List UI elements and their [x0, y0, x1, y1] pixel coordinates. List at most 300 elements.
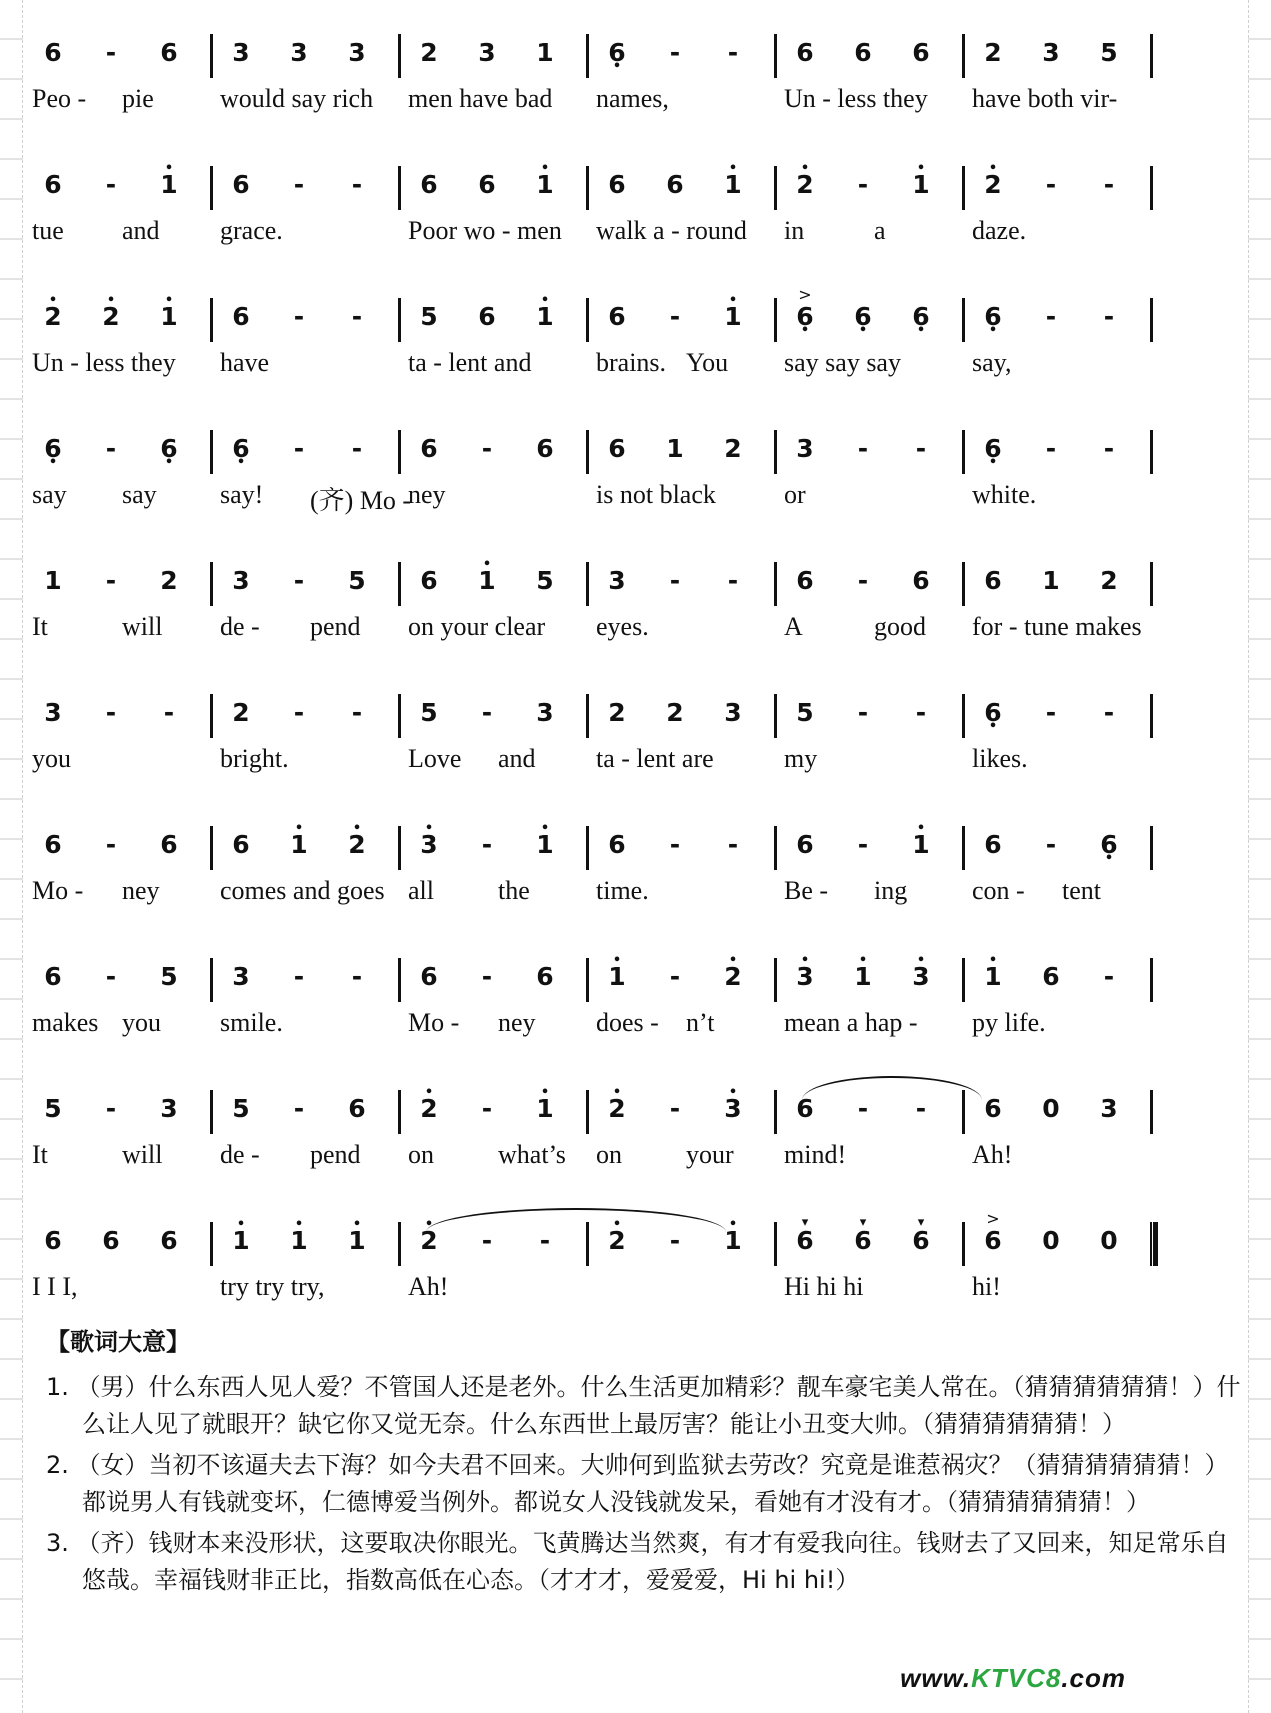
lyric-text: my [784, 744, 818, 773]
dash-note: - [915, 698, 927, 727]
lyric-text: mind! [784, 1140, 847, 1169]
barline [962, 694, 965, 738]
barline [210, 694, 213, 738]
note-digit: 2 [160, 566, 178, 595]
note-digit: 6 [44, 38, 62, 67]
barline [398, 1090, 401, 1134]
lyric-text: all [408, 876, 434, 905]
barline [398, 1222, 401, 1266]
barline [774, 826, 777, 870]
note-digit: 5 [796, 698, 814, 727]
dash-note: - [669, 962, 681, 991]
note-digit: 6 [608, 170, 626, 199]
note-digit: 0 [1100, 1226, 1118, 1255]
dash-note: - [293, 566, 305, 595]
note-digit: • 2 [94, 302, 128, 332]
note-digit: 6 [666, 170, 684, 199]
barline [774, 1222, 777, 1266]
barline [210, 166, 213, 210]
note-digit: 6 [420, 962, 438, 991]
summary-item: 3. （齐）钱财本来没形状，这要取决你眼光。飞黄腾达当然爽，有才有爱我向往。钱财去了又回来，知足常乐自悠哉。幸福钱财非正比，指数高低在心态。（才才才，爱爱爱，Hi hi hi!） [46, 1529, 1229, 1594]
dash-note: - [481, 434, 493, 463]
lyric-text: say, [972, 348, 1012, 377]
barline [774, 1090, 777, 1134]
lyric-text: walk a - round [596, 216, 747, 245]
note-digit: 5 [1100, 38, 1118, 67]
dash-note: - [1045, 434, 1057, 463]
lyric-text: smile. [220, 1008, 283, 1037]
dash-note: - [669, 830, 681, 859]
note-digit: • 2 [976, 170, 1010, 200]
lyric-text: brains. [596, 348, 667, 377]
barline [1150, 694, 1153, 738]
lyric-text: Be - [784, 876, 829, 905]
dash-note: - [105, 434, 117, 463]
summary-heading: 【歌词大意】 [46, 1328, 190, 1356]
note-digit: • 1 [904, 830, 938, 860]
barline [210, 1222, 213, 1266]
note-digit: 5 [420, 698, 438, 727]
barline [962, 562, 965, 606]
score-system [30, 30, 1245, 162]
note-digit: 6 • [976, 302, 1010, 332]
note-digit: 6 [608, 830, 626, 859]
barline [586, 298, 589, 342]
barline [586, 694, 589, 738]
barline [586, 958, 589, 1002]
lyric-text: comes and goes [220, 876, 385, 905]
note-digit: 3 [478, 38, 496, 67]
note-digit: 6 [348, 1094, 366, 1123]
note-digit: > 6 [976, 1226, 1010, 1256]
lyric-text: ney [498, 1008, 536, 1037]
lyric-text: good [874, 612, 926, 641]
note-digit: 6 [608, 434, 626, 463]
dash-note: - [539, 1226, 551, 1255]
dash-note: - [481, 698, 493, 727]
lyric-text: men have bad [408, 84, 553, 113]
lyric-text: likes. [972, 744, 1028, 773]
note-digit: 1 [1042, 566, 1060, 595]
lyric-text: A [784, 612, 803, 641]
note-digit: 6 [232, 302, 250, 331]
note-digit: 3 [348, 38, 366, 67]
dash-note: - [105, 1094, 117, 1123]
dash-note: - [481, 962, 493, 991]
lyric-text: It [32, 1140, 48, 1169]
dash-note: - [105, 38, 117, 67]
barline [774, 694, 777, 738]
barline [398, 826, 401, 870]
lyric-text: Un - less they [32, 348, 176, 377]
barline [774, 166, 777, 210]
barline [586, 430, 589, 474]
note-digit: 6 • [152, 434, 186, 464]
note-digit: 0 [1042, 1094, 1060, 1123]
note-digit: • 2 [340, 830, 374, 860]
lyric-text: on your clear [408, 612, 546, 641]
dash-note: - [857, 434, 869, 463]
note-digit: 3 [160, 1094, 178, 1123]
jianpu-score [30, 30, 1245, 1350]
lyric-text: tue [32, 216, 64, 245]
note-digit: 6 • [224, 434, 258, 464]
dash-note: - [293, 962, 305, 991]
dash-note: - [105, 830, 117, 859]
dash-note: - [293, 1094, 305, 1123]
note-digit: 3 [724, 698, 742, 727]
dash-note: - [351, 434, 363, 463]
lyric-text: will [122, 612, 163, 641]
barline [210, 298, 213, 342]
note-digit: 6 [796, 830, 814, 859]
note-digit: 1 [44, 566, 62, 595]
dash-note: - [669, 302, 681, 331]
lyric-text: mean a hap - [784, 1008, 918, 1037]
note-digit: 5 [232, 1094, 250, 1123]
dash-note: - [105, 566, 117, 595]
lyric-text: ney [122, 876, 160, 905]
summary-list [46, 1369, 1246, 1599]
note-digit: • 1 [716, 1226, 750, 1256]
note-digit: 6 [44, 830, 62, 859]
barline [398, 298, 401, 342]
barline [962, 34, 965, 78]
lyric-text: makes [32, 1008, 99, 1037]
note-digit: 6 • [846, 302, 880, 332]
lyric-text: Ah! [972, 1140, 1013, 1169]
dash-note: - [1045, 830, 1057, 859]
dash-note: - [1103, 698, 1115, 727]
note-digit: 1 [666, 434, 684, 463]
note-digit: • 1 [224, 1226, 258, 1256]
dash-note: - [1045, 302, 1057, 331]
note-digit: 6 [44, 962, 62, 991]
lyric-text: say [122, 480, 157, 509]
note-digit: 6 [536, 962, 554, 991]
barline [1150, 166, 1153, 210]
barline [210, 34, 213, 78]
barline [586, 562, 589, 606]
note-digit: 0 [1042, 1226, 1060, 1255]
note-digit: ▾ 6 [846, 1226, 880, 1256]
note-digit: • 1 [904, 170, 938, 200]
barline [1150, 562, 1153, 606]
dash-note: - [915, 434, 927, 463]
dash-note: - [1103, 170, 1115, 199]
barline [1150, 298, 1153, 342]
dash-note: - [105, 962, 117, 991]
note-digit: • 3 [716, 1094, 750, 1124]
lyric-text: time. [596, 876, 649, 905]
note-digit: 6 [912, 566, 930, 595]
lyric-text: say! [220, 480, 264, 509]
lyric-text: ta - lent and [408, 348, 532, 377]
dash-note: - [351, 302, 363, 331]
left-margin-strip [0, 0, 23, 1713]
lyric-text: pend [310, 612, 361, 641]
note-digit: 6 • [600, 38, 634, 68]
barline [1150, 826, 1153, 870]
note-digit: • 2 [788, 170, 822, 200]
lyric-text: would say rich [220, 84, 374, 113]
dash-note: - [351, 170, 363, 199]
note-digit: 6 • [36, 434, 70, 464]
barline [962, 298, 965, 342]
dash-note: - [293, 170, 305, 199]
dash-note: - [857, 1094, 869, 1123]
lyric-text: Ah! [408, 1272, 449, 1301]
lyric-text: Love [408, 744, 462, 773]
note-digit: • 3 [412, 830, 446, 860]
dash-note: - [727, 830, 739, 859]
dash-note: - [669, 566, 681, 595]
watermark-prefix: www. [900, 1663, 972, 1693]
lyric-text: daze. [972, 216, 1027, 245]
dash-note: - [669, 1094, 681, 1123]
dash-note: - [351, 698, 363, 727]
barline [1150, 1090, 1153, 1134]
watermark-brand: KTVC8 [971, 1663, 1062, 1693]
barline [1150, 1222, 1158, 1266]
lyric-text: have [220, 348, 270, 377]
note-digit: • 1 [340, 1226, 374, 1256]
lyric-text: try try try, [220, 1272, 325, 1301]
note-digit: • 1 [282, 830, 316, 860]
note-digit: 6 • [1092, 830, 1126, 860]
note-digit: 3 [232, 38, 250, 67]
barline [962, 1222, 965, 1266]
note-digit: 6 [536, 434, 554, 463]
dash-note: - [669, 38, 681, 67]
lyric-text: bright. [220, 744, 289, 773]
note-digit: • 2 [36, 302, 70, 332]
note-digit: • 2 [716, 962, 750, 992]
barline [210, 430, 213, 474]
note-digit: ▾ 6 [788, 1226, 822, 1256]
lyric-text: con - [972, 876, 1025, 905]
lyric-text: Hi hi hi [784, 1272, 864, 1301]
lyric-text: pend [310, 1140, 361, 1169]
lyric-text: You [686, 348, 729, 377]
score-system [30, 294, 1245, 426]
lyric-text: or [784, 480, 806, 509]
note-digit: 6 [984, 830, 1002, 859]
barline [398, 430, 401, 474]
note-digit: 3 [536, 698, 554, 727]
barline [962, 958, 965, 1002]
note-digit: 6 [160, 38, 178, 67]
barline [774, 430, 777, 474]
note-digit: 6 [232, 170, 250, 199]
dash-note: - [857, 830, 869, 859]
score-system [30, 822, 1245, 954]
note-digit: • 1 [976, 962, 1010, 992]
lyric-text: py life. [972, 1008, 1046, 1037]
barline [398, 694, 401, 738]
note-digit: 6 [608, 302, 626, 331]
watermark-suffix: .com [1061, 1663, 1126, 1693]
note-digit: 6 [796, 38, 814, 67]
barline [962, 166, 965, 210]
barline [1150, 958, 1153, 1002]
barline [1150, 430, 1153, 474]
note-digit: • 2 [412, 1094, 446, 1124]
lyric-text: ing [874, 876, 908, 905]
note-digit: 2 [724, 434, 742, 463]
dash-note: - [857, 170, 869, 199]
lyric-text: is not black [596, 480, 716, 509]
dash-note: - [1045, 170, 1057, 199]
note-digit: 2 [1100, 566, 1118, 595]
note-digit: • 1 [716, 302, 750, 332]
note-digit: > 6 • [788, 302, 822, 332]
note-digit: 6 [102, 1226, 120, 1255]
barline [586, 826, 589, 870]
note-digit: 6 [478, 302, 496, 331]
lyric-text: and [498, 744, 536, 773]
score-system [30, 954, 1245, 1086]
lyric-text: you [32, 744, 71, 773]
note-digit: • 1 [152, 302, 186, 332]
barline [774, 562, 777, 606]
dash-note: - [351, 962, 363, 991]
barline [586, 166, 589, 210]
summary-item: 1. （男）什么东西人见人爱？不管国人还是老外。什么生活更加精彩？靓车豪宅美人常在。（猜猜猜猜猜猜！）什么让人见了就眼开？缺它你又觉无奈。什么东西世上最厉害？能让小丑变大帅。（猜猜猜猜猜猜！） [46, 1373, 1241, 1438]
note-digit: 5 [160, 962, 178, 991]
barline [398, 958, 401, 1002]
note-digit: 6 [420, 170, 438, 199]
barline [586, 1090, 589, 1134]
lyric-text: de - [220, 612, 260, 641]
note-digit: 6 [160, 1226, 178, 1255]
lyric-text: Un - less they [784, 84, 928, 113]
lyric-text: have both vir- [972, 84, 1118, 113]
dash-note: - [857, 566, 869, 595]
barline [210, 562, 213, 606]
note-digit: 1 [536, 38, 554, 67]
dash-note: - [105, 698, 117, 727]
barline [210, 958, 213, 1002]
lyrics-summary [46, 1322, 1246, 1603]
dash-note: - [1103, 434, 1115, 463]
lyric-text: say [32, 480, 67, 509]
site-watermark [900, 1663, 1126, 1694]
note-digit: 5 [536, 566, 554, 595]
note-digit: 6 [796, 566, 814, 595]
dash-note: - [293, 302, 305, 331]
dash-note: - [727, 38, 739, 67]
lyric-text: Mo - [408, 1008, 460, 1037]
barline [962, 826, 965, 870]
lyric-text: white. [972, 480, 1037, 509]
dash-note: - [481, 1094, 493, 1123]
score-system [30, 426, 1245, 558]
barline [962, 430, 965, 474]
note-digit: ▾ 6 [904, 1226, 938, 1256]
dash-note: - [293, 698, 305, 727]
dash-note: - [1103, 302, 1115, 331]
note-digit: 6 [912, 38, 930, 67]
note-digit: • 2 [600, 1094, 634, 1124]
dash-note: - [163, 698, 175, 727]
note-digit: 3 [1100, 1094, 1118, 1123]
barline [774, 958, 777, 1002]
note-digit: 5 [420, 302, 438, 331]
dash-note: - [293, 434, 305, 463]
note-digit: • 2 [600, 1226, 634, 1256]
dash-note: - [105, 170, 117, 199]
lyric-text: does - [596, 1008, 659, 1037]
barline [774, 34, 777, 78]
dash-note: - [915, 1094, 927, 1123]
lyric-text: ta - lent are [596, 744, 714, 773]
score-system [30, 558, 1245, 690]
note-digit: 6 [984, 566, 1002, 595]
lyric-text: and [122, 216, 160, 245]
note-digit: 2 [232, 698, 250, 727]
lyric-text: hi! [972, 1272, 1001, 1301]
lyric-text: Poor wo - men [408, 216, 562, 245]
note-digit: 3 [44, 698, 62, 727]
right-margin-strip [1248, 0, 1271, 1713]
lyric-text: It [32, 612, 48, 641]
dash-note: - [1045, 698, 1057, 727]
note-digit: • 1 [528, 830, 562, 860]
dash-note: - [481, 1226, 493, 1255]
note-digit: 6 [232, 830, 250, 859]
summary-item: 2. （女）当初不该逼夫去下海？如今夫君不回来。大帅何到监狱去劳改？究竟是谁惹祸灾？（猜猜猜猜猜猜！）都说男人有钱就变坏，仁德博爱当例外。都说女人没钱就发呆，看她有才没有才。（猜猜猜猜猜猜！） [46, 1451, 1229, 1516]
note-digit: 3 [1042, 38, 1060, 67]
lyric-text: Mo - [32, 876, 84, 905]
lyric-text: I I I, [32, 1272, 78, 1301]
note-digit: 6 [854, 38, 872, 67]
score-system [30, 162, 1245, 294]
dash-note: - [727, 566, 739, 595]
note-digit: 5 [44, 1094, 62, 1123]
lyric-text: grace. [220, 216, 283, 245]
lyric-text: Peo - [32, 84, 87, 113]
note-digit: 6 [796, 1094, 814, 1123]
note-digit: 6 • [976, 698, 1010, 728]
barline [398, 562, 401, 606]
note-digit: 3 [290, 38, 308, 67]
barline [586, 34, 589, 78]
barline [210, 826, 213, 870]
note-digit: 6 [44, 1226, 62, 1255]
lyric-text: eyes. [596, 612, 649, 641]
lyric-text: what’s [498, 1140, 566, 1169]
barline [398, 34, 401, 78]
lyric-text: say say say [784, 348, 901, 377]
lyric-text: tent [1062, 876, 1101, 905]
note-digit: 6 [420, 434, 438, 463]
note-digit: 3 [608, 566, 626, 595]
score-system [30, 690, 1245, 822]
note-digit: • 1 [716, 170, 750, 200]
note-digit: 6 [478, 170, 496, 199]
note-digit: 2 [666, 698, 684, 727]
score-system [30, 1086, 1245, 1218]
lyric-text: in [784, 216, 805, 245]
lyric-text: names, [596, 84, 669, 113]
note-digit: • 1 [282, 1226, 316, 1256]
note-digit: 6 [1042, 962, 1060, 991]
note-digit: 6 [984, 1094, 1002, 1123]
note-digit: • 1 [528, 1094, 562, 1124]
dash-note: - [669, 1226, 681, 1255]
note-digit: • 3 [904, 962, 938, 992]
